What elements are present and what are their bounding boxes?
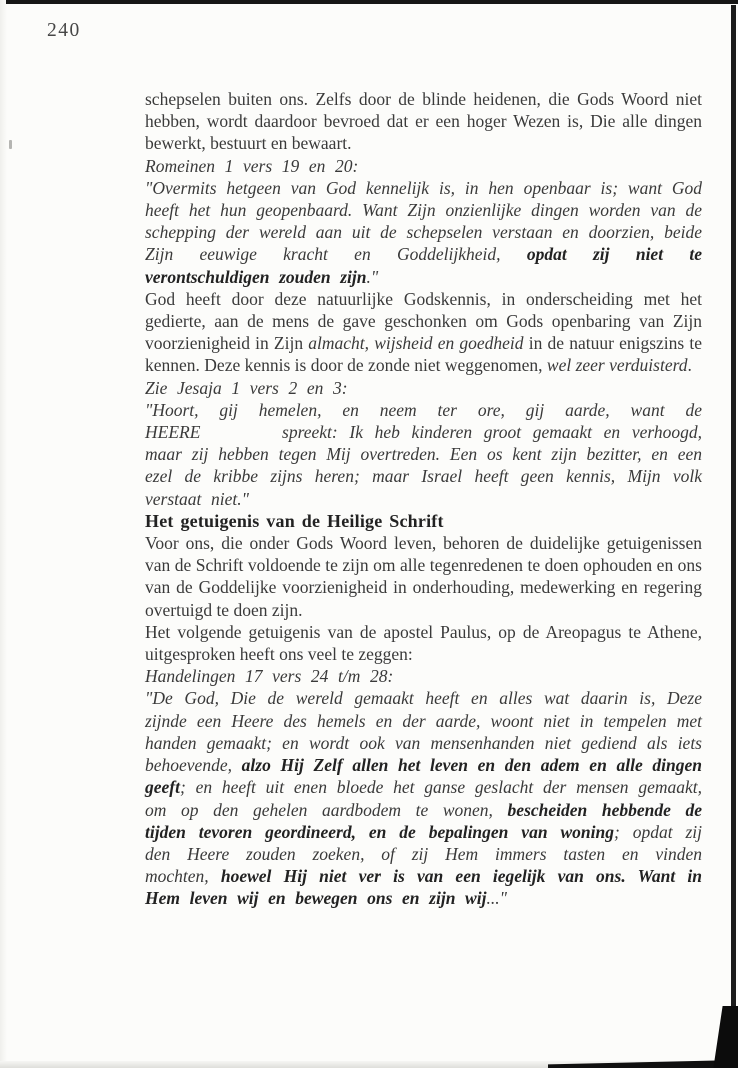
text-run: in de natuur enigszins te kennen. Deze kennis is door de zonde niet weggenomen, <box>145 333 702 376</box>
paragraph-voor-ons <box>145 532 702 621</box>
page-number: 240 <box>47 20 81 41</box>
text-run: Voor ons, die onder Gods Woord leven, behoren de duidelijke getuigenissen van de Schrift voldoende te zijn om alle tegenredenen te doen ophouden en ons van de Goddelijke voorzienigheid in onderhouding, medewerking en regering overtuigd te doen zijn. <box>145 533 702 620</box>
text-column <box>145 88 702 910</box>
text-run: Het getuigenis van de Heilige Schrift <box>145 510 444 531</box>
paragraph-blinde-heidenen <box>145 88 702 155</box>
scan-edge-left <box>0 0 7 1068</box>
paragraph-godskennis <box>145 288 702 377</box>
text-run: "De God, Die de wereld gemaakt heeft en alles wat daarin is, Deze zijnde een Heere des hemels en der aarde, woont niet in tempelen met handen gemaakt; en wordt ook van mensenhanden niet gediend als iets behoevende, <box>145 688 702 776</box>
text-run: hoewel Hij niet ver is van een iegelijk van ons. Want in Hem leven wij en bewegen ons en zijn wij <box>145 866 702 909</box>
scan-edge-right <box>731 5 736 1068</box>
scan-edge-top <box>6 0 738 4</box>
quote-jesaja <box>145 399 702 510</box>
text-run: wel zeer verduisterd <box>546 355 688 376</box>
text-run: Het volgende getuigenis van de apostel Paulus, op de Areopagus te Athene, uitgesproken heeft ons veel te zeggen: <box>145 621 702 665</box>
text-run: Zie Jesaja 1 vers 2 en 3: <box>145 377 348 398</box>
text-run: God heeft door deze natuurlijke Godskennis, in onderscheiding met het gedierte, aan de mens de gave geschonken om Gods openbaring van Zijn voorzienigheid in Zijn <box>145 288 702 354</box>
scan-speck <box>9 140 12 149</box>
paragraph-paulus <box>145 621 702 665</box>
text-run: . <box>687 355 692 376</box>
quote-ref-romeinen <box>145 155 702 177</box>
text-run: alzo Hij Zelf allen het leven en den adem en alle dingen geeft <box>145 755 703 798</box>
text-run: bescheiden hebbende de tijden tevoren geordineerd, en de bepalingen van woning <box>145 799 702 842</box>
text-run: "Overmits hetgeen van God kennelijk is, in hen openbaar is; want God heeft het hun geopenbaard. Want Zijn onzienlijke dingen worden van de schepping der wereld aan uit de schepselen verstaan en doorzien, beide Zijn eeuwige kracht en Goddelijkheid, <box>145 177 702 265</box>
text-run: "Hoort, gij hemelen, en neem ter ore, gij aarde, want de HEERE spreekt: Ik heb kinderen groot gemaakt en verhoogd, maar zij hebben tegen Mij overtreden. Een os kent zijn bezitter, en een ezel de kribbe zijns heren; maar Israel heeft geen kennis, Mijn volk verstaat niet." <box>145 399 702 509</box>
text-run: opdat zij niet te verontschuldigen zouden zijn <box>145 244 703 287</box>
section-heading <box>145 510 702 532</box>
text-run: ; opdat zij den Heere zouden zoeken, of zij Hem immers tasten en vinden mochten, <box>145 821 702 887</box>
text-run: almacht, wijsheid en goedheid <box>308 333 524 354</box>
text-run: Romeinen 1 vers 19 en 20: <box>145 155 359 176</box>
text-run: Handelingen 17 vers 24 t/m 28: <box>145 666 394 687</box>
text-run: schepselen buiten ons. Zelfs door de blinde heidenen, die Gods Woord niet hebben, wordt daardoor bevroed dat er een hoger Wezen is, Die alle dingen bewerkt, bestuurt en bewaart. <box>145 89 702 154</box>
text-run: ." <box>366 266 379 287</box>
text-run: ..." <box>486 888 507 909</box>
text-run: ; en heeft uit enen bloede het ganse geslacht der mensen gemaakt, om op den gehelen aardbodem te wonen, <box>145 777 702 820</box>
scan-corner-shadow <box>710 1006 738 1068</box>
quote-ref-jesaja <box>145 377 702 399</box>
quote-ref-handelingen <box>145 665 702 687</box>
quote-handelingen <box>145 687 702 909</box>
quote-romeinen <box>145 177 702 288</box>
